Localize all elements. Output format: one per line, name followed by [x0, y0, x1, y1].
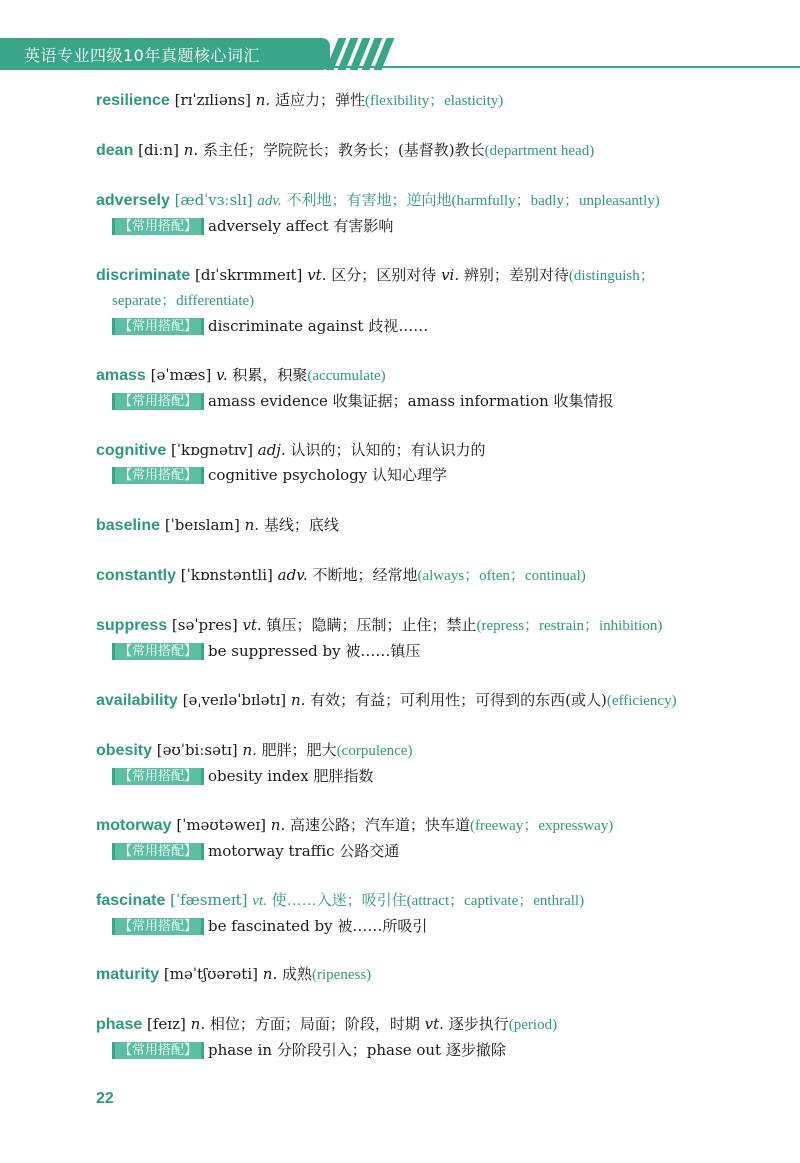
phonetic: [məˈtʃʊərəti]	[163, 965, 258, 983]
entry-head	[96, 962, 756, 988]
collocation-text: be suppressed by 被……镇压	[208, 642, 421, 660]
headword: obesity	[96, 742, 153, 759]
phonetic: [ˈkɒgnətɪv]	[171, 441, 253, 459]
entry-head	[96, 88, 756, 114]
phonetic: [dɪˈskrɪmɪneɪt]	[195, 266, 303, 284]
entry	[96, 88, 756, 114]
headword: constantly	[96, 567, 177, 584]
entry-head	[96, 438, 756, 463]
entry	[96, 962, 756, 988]
header-banner	[0, 38, 800, 70]
part-of-speech: adv.	[257, 193, 282, 209]
part-of-speech: n.	[183, 141, 199, 159]
phonetic: [rɪˈzɪliəns]	[174, 91, 251, 109]
part-of-speech: n.	[270, 816, 286, 834]
part-of-speech: adj.	[257, 441, 286, 459]
collocation-text: amass evidence 收集证据；amass information 收集情报	[208, 392, 614, 410]
synonyms: (harmfully；badly；unpleasantly)	[451, 193, 660, 209]
meaning: 积累，积聚	[232, 366, 308, 384]
entry-head	[96, 363, 756, 389]
banner-line	[330, 66, 800, 68]
phonetic: [ˈməʊtəweɪ]	[176, 816, 267, 834]
meaning: 成熟	[282, 965, 313, 983]
part-of-speech: vt.	[242, 616, 262, 634]
headword: suppress	[96, 617, 168, 634]
synonyms: (efficiency)	[606, 693, 677, 709]
synonyms: (freeway；expressway)	[470, 818, 614, 834]
meaning: 镇压；隐瞒；压制；止住；禁止	[266, 616, 477, 634]
collocation-badge: 【常用搭配】	[112, 918, 204, 935]
synonyms: (always；often；continual)	[417, 568, 586, 584]
collocation-line	[96, 839, 756, 864]
headword: baseline	[96, 517, 161, 534]
entry	[96, 1012, 756, 1063]
entry-head	[96, 188, 756, 214]
synonyms: (flexibility；elasticity)	[364, 93, 504, 109]
synonyms: (distinguish；	[568, 268, 655, 284]
entry-head	[96, 138, 756, 164]
entry	[96, 513, 756, 538]
headword: cognitive	[96, 442, 167, 459]
part-of-speech: vt.	[424, 1015, 444, 1033]
collocation-line	[96, 463, 756, 488]
entry	[96, 138, 756, 164]
meaning: 高速公路；汽车道；快车道	[290, 816, 471, 834]
headword: resilience	[96, 92, 170, 109]
synonyms: (corpulence)	[336, 743, 413, 759]
entry	[96, 563, 756, 589]
entry-head	[96, 513, 756, 538]
entry	[96, 613, 756, 664]
collocation-text: be fascinated by 被……所吸引	[208, 917, 428, 935]
part-of-speech: vi.	[441, 266, 460, 284]
entry	[96, 188, 756, 239]
collocation-line	[96, 389, 756, 414]
collocation-line	[96, 214, 756, 239]
synonyms: (department head)	[484, 143, 595, 159]
meaning: 适应力；弹性	[274, 91, 365, 109]
phonetic: [ˈfæsɪneɪt]	[170, 891, 248, 909]
part-of-speech: n.	[255, 91, 271, 109]
part-of-speech: v.	[216, 366, 228, 384]
collocation-badge: 【常用搭配】	[112, 218, 204, 235]
collocation-line	[96, 914, 756, 939]
entry	[96, 738, 756, 789]
headword: availability	[96, 692, 178, 709]
collocation-text: motorway traffic 公路交通	[208, 842, 400, 860]
meaning: 有效；有益；可利用性；可得到的东西(或人)	[310, 691, 607, 709]
phonetic: [əʊˈbiːsətɪ]	[156, 741, 238, 759]
entry	[96, 438, 756, 488]
part-of-speech: n.	[262, 965, 278, 983]
entry	[96, 813, 756, 864]
phonetic: [ˈbeɪslaɪn]	[164, 516, 240, 534]
collocation-line	[96, 314, 756, 339]
meaning: 辨别；差别对待	[463, 266, 569, 284]
headword: adversely	[96, 192, 170, 209]
synonyms: (accumulate)	[307, 368, 386, 384]
meaning: 基线；底线	[263, 516, 339, 534]
part-of-speech: vt.	[252, 893, 267, 909]
phonetic: [əˌveɪləˈbɪlətɪ]	[182, 691, 287, 709]
synonyms: (ripeness)	[312, 967, 372, 983]
collocation-line	[96, 764, 756, 789]
entry-head	[96, 1012, 756, 1038]
synonyms: (repress；restrain；inhibition)	[476, 618, 663, 634]
headword: maturity	[96, 966, 160, 983]
headword: motorway	[96, 817, 172, 834]
entry	[96, 263, 756, 339]
collocation-badge: 【常用搭配】	[112, 1042, 204, 1059]
collocation-line	[96, 1038, 756, 1063]
entry-head	[96, 613, 756, 639]
part-of-speech: n.	[244, 516, 260, 534]
collocation-badge: 【常用搭配】	[112, 467, 204, 484]
collocation-badge: 【常用搭配】	[112, 768, 204, 785]
meaning: 不利地；有害地；逆向地	[286, 193, 452, 209]
synonyms-continued: separate；differentiate)	[112, 293, 255, 309]
collocation-text: adversely affect 有害影响	[208, 217, 394, 235]
part-of-speech: n.	[290, 691, 306, 709]
meaning: 相位；方面；局面；阶段，时期	[209, 1015, 420, 1033]
part-of-speech: adv.	[277, 566, 308, 584]
phonetic: [ˈkɒnstəntli]	[180, 566, 273, 584]
part-of-speech: n.	[190, 1015, 206, 1033]
meaning: 不断地；经常地	[312, 566, 418, 584]
collocation-line	[96, 639, 756, 664]
phonetic: [səˈpres]	[171, 616, 238, 634]
meaning: 系主任；学院院长；教务长；(基督教)教长	[202, 141, 485, 159]
entry-head	[96, 738, 756, 764]
collocation-badge: 【常用搭配】	[112, 643, 204, 660]
collocation-text: obesity index 肥胖指数	[208, 767, 374, 785]
collocation-badge: 【常用搭配】	[112, 843, 204, 860]
phonetic: [əˈmæs]	[150, 366, 212, 384]
phonetic: [ædˈvɜːslɪ]	[174, 191, 253, 209]
entry-head	[96, 688, 756, 714]
entry-head	[96, 263, 756, 289]
banner-title: 英语专业四级10年真题核心词汇	[24, 46, 260, 65]
headword: fascinate	[96, 892, 166, 909]
collocation-badge: 【常用搭配】	[112, 393, 204, 410]
headword: amass	[96, 367, 146, 384]
entry	[96, 888, 756, 939]
collocation-text: cognitive psychology 认知心理学	[208, 466, 447, 484]
meaning: 区分；区别对待	[331, 266, 437, 284]
synonyms: (attract；captivate；enthrall)	[406, 893, 585, 909]
synonyms: (period)	[508, 1017, 558, 1033]
entry-head	[96, 563, 756, 589]
headword: dean	[96, 142, 134, 159]
phonetic: [feɪz]	[147, 1015, 186, 1033]
meaning: 肥胖；肥大	[261, 741, 337, 759]
entry	[96, 688, 756, 714]
collocation-badge: 【常用搭配】	[112, 318, 204, 335]
headword: phase	[96, 1016, 143, 1033]
page-number: 22	[96, 1090, 114, 1107]
meaning: 逐步执行	[448, 1015, 509, 1033]
entry-head	[96, 813, 756, 839]
phonetic: [diːn]	[138, 141, 179, 159]
meaning: 使……入迷；吸引住	[271, 893, 407, 909]
part-of-speech: n.	[242, 741, 257, 759]
part-of-speech: vt.	[307, 266, 327, 284]
collocation-text: phase in 分阶段引入；phase out 逐步撤除	[208, 1041, 506, 1059]
collocation-text: discriminate against 歧视……	[208, 317, 429, 335]
entry-head	[96, 888, 756, 914]
meaning: 认识的；认知的；有认识力的	[290, 441, 486, 459]
entry	[96, 363, 756, 414]
headword: discriminate	[96, 267, 191, 284]
